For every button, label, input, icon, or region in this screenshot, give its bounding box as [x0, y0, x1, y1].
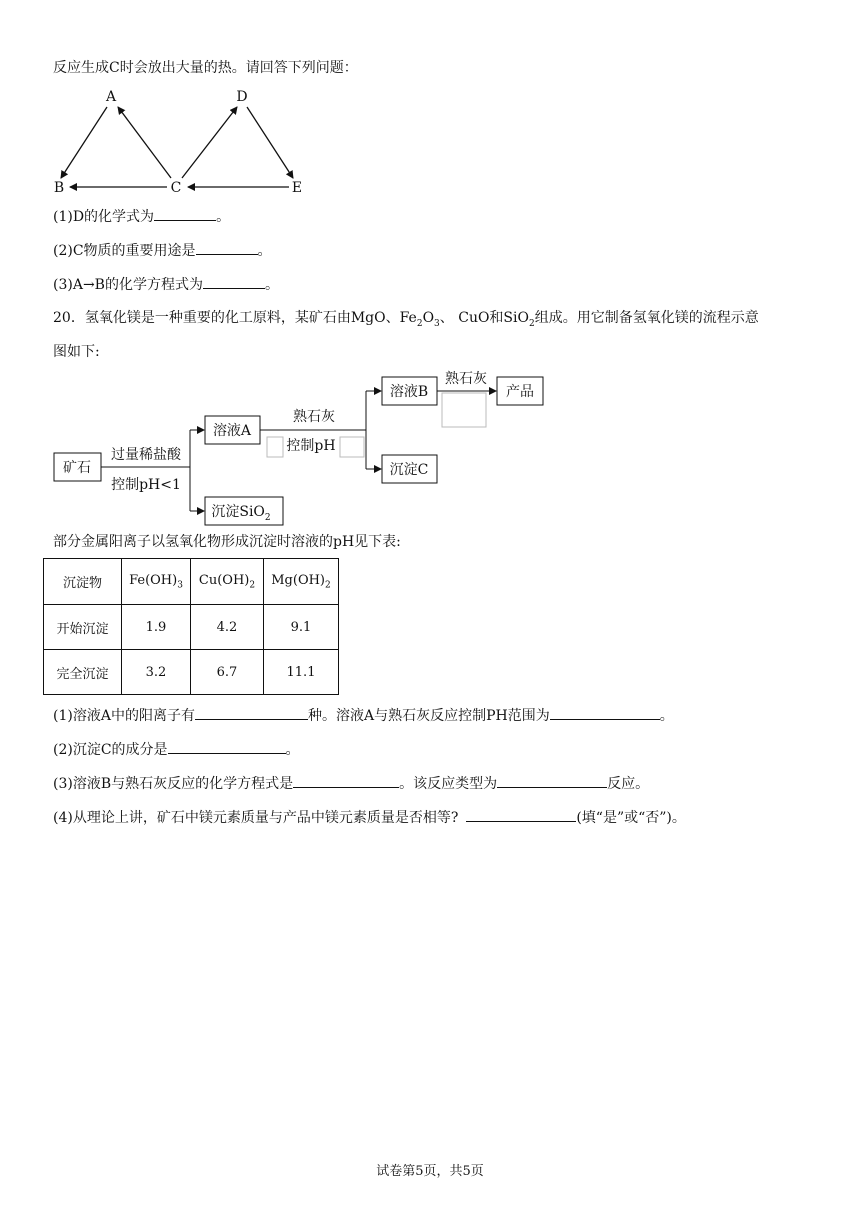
acid-label: 过量稀盐酸	[111, 447, 181, 463]
process-flowchart	[0, 360, 600, 530]
arrow-a-to-b	[61, 107, 107, 178]
answer-blank[interactable]	[154, 206, 216, 221]
col-header-fe: $Fe(OH)_3$	[122, 559, 191, 605]
cell-value: 6.7	[191, 650, 264, 695]
ore-label: 矿石	[63, 460, 91, 476]
answer-blank[interactable]	[497, 773, 607, 788]
arrow-c-to-a	[118, 107, 171, 178]
answer-blank[interactable]	[550, 705, 660, 720]
table-row	[44, 605, 339, 650]
q19-2: (2)C物质的重要用途是 。	[53, 240, 272, 261]
ph2-label: 控制pH	[286, 438, 336, 454]
cell-value: 11.1	[264, 650, 339, 695]
q20-3: (3)溶液B与熟石灰反应的化学方程式是 。该反应类型为 反应。	[53, 773, 649, 794]
col-header-cu: $Cu(OH)_2$	[191, 559, 264, 605]
intro-text: 反应生成C时会放出大量的热。请回答下列问题：	[53, 60, 358, 76]
arrow-c-to-d	[182, 107, 237, 178]
row-label: 完全沉淀	[44, 650, 122, 695]
page-footer: 试卷第5页，共5页	[376, 1164, 484, 1179]
answer-blank[interactable]	[195, 705, 308, 720]
answer-blank[interactable]	[203, 274, 265, 289]
ph1-label: 控制pH<1	[111, 477, 181, 493]
answer-blank[interactable]	[293, 773, 399, 788]
q19-1: (1)D的化学式为 。	[53, 206, 230, 227]
precipitate-c-label: 沉淀C	[389, 462, 429, 478]
arrow-d-to-e	[247, 107, 293, 178]
table-row	[44, 650, 339, 695]
lime1-label: 熟石灰	[293, 409, 335, 425]
ph-answer-box-left[interactable]	[267, 437, 283, 457]
node-e: E	[291, 180, 303, 196]
q20-2: (2)沉淀C的成分是 。	[53, 739, 300, 760]
table-intro: 部分金属阳离子以氢氧化物形成沉淀时溶液的pH见下表:	[53, 534, 401, 550]
cell-value: 1.9	[122, 605, 191, 650]
row-label: 开始沉淀	[44, 605, 122, 650]
answer-blank[interactable]	[168, 739, 286, 754]
q20-stem-line2: 图如下:	[53, 344, 100, 360]
answer-blank[interactable]	[196, 240, 258, 255]
q20-stem: 20．氢氧化镁是一种重要的化工原料，某矿石由MgO、$Fe_2O_3$、 CuO和SiO$_2$组成。用它制备氢氧化镁的流程示意	[53, 310, 759, 329]
node-c: C	[170, 180, 182, 196]
ph-table	[43, 558, 339, 695]
ph-answer-box-right[interactable]	[340, 437, 364, 457]
lime2-label: 熟石灰	[445, 371, 487, 387]
answer-blank[interactable]	[466, 807, 576, 822]
table-header-row	[44, 559, 339, 605]
cell-value: 9.1	[264, 605, 339, 650]
product-label: 产品	[506, 384, 534, 400]
solution-a-label: 溶液A	[212, 423, 252, 439]
q19-3: (3)A→B的化学方程式为 。	[53, 274, 279, 295]
q20-4: (4)从理论上讲，矿石中镁元素质量与产品中镁元素质量是否相等? (填“是”或“否”)。	[53, 807, 686, 828]
ph-table-wrap	[43, 558, 339, 695]
col-header-mg: $Mg(OH)_2$	[264, 559, 339, 605]
cell-value: 3.2	[122, 650, 191, 695]
relation-diagram	[45, 85, 325, 200]
node-b: B	[53, 180, 65, 196]
table-corner: 沉淀物	[44, 559, 122, 605]
solution-b-label: 溶液B	[389, 384, 429, 400]
cell-value: 4.2	[191, 605, 264, 650]
product-answer-box[interactable]	[442, 393, 486, 427]
sio2-label: 沉淀SiO$_2$	[211, 504, 271, 523]
q20-1: (1)溶液A中的阳离子有 种。溶液A与熟石灰反应控制PH范围为 。	[53, 705, 674, 726]
node-d: D	[236, 89, 248, 105]
node-a: A	[105, 89, 117, 105]
